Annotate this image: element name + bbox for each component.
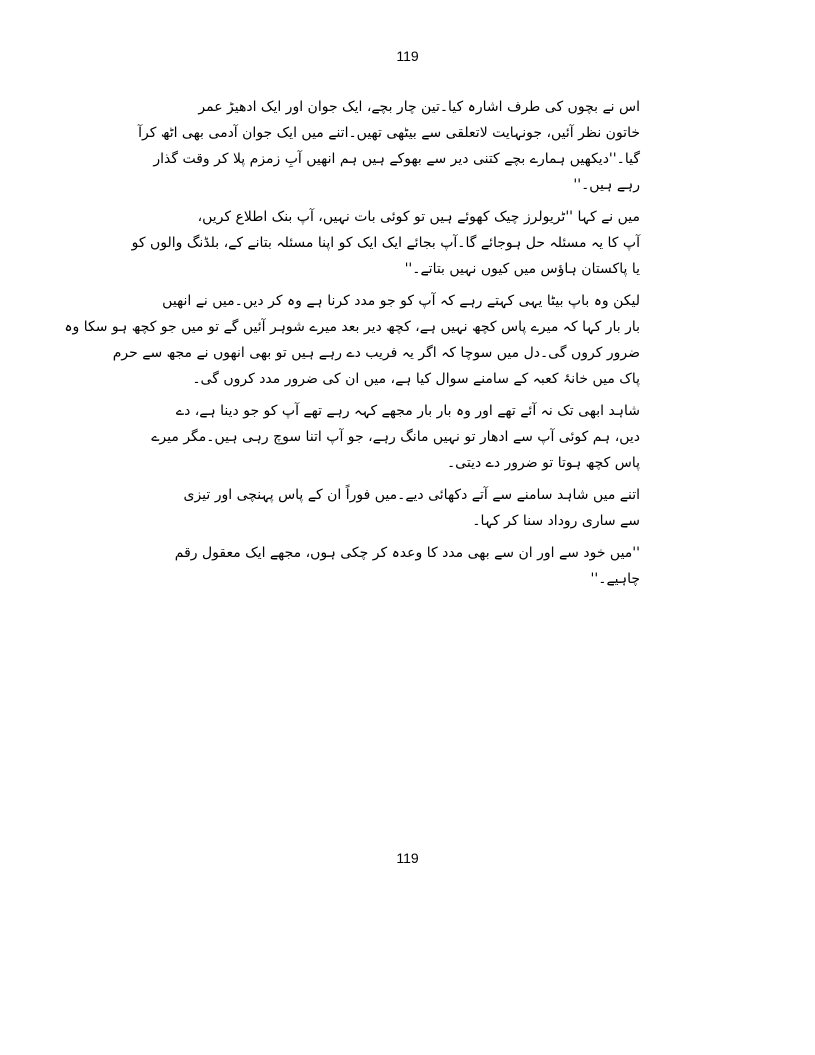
text-line: آپ کا یہ مسئلہ حل ہوجائے گا۔آپ بجائے ایک ایک کو اپنا مسئلہ بتانے کے، بلڈنگ والوں کو	[131, 235, 640, 251]
text-line: بار بار کہا کہ میرے پاس کچھ نہیں ہے، کچھ دیر بعد میرے شوہر آئیں گے تو میں جو کچھ ہو سکا وہ	[64, 319, 640, 335]
text-line: اتنے میں شاہد سامنے سے آتے دکھائی دیے۔میں فوراً ان کے پاس پہنچی اور تیزی	[183, 487, 640, 503]
text-line: گیا۔''دیکھیں ہمارے بچے کتنی دیر سے بھوکے ہیں ہم انھیں آبِ زمزم پلا کر وقت گذار	[153, 151, 640, 167]
paragraph-3	[64, 288, 640, 392]
text-line: پاس کچھ ہوتا تو ضرور دے دیتی۔	[446, 455, 640, 471]
text-line: لیکن وہ باپ بیٹا یہی کہتے رہے کہ آپ کو جو مدد کرنا ہے وہ کر دیں۔میں نے انھیں	[162, 293, 640, 309]
page-number-bottom: 119	[396, 850, 419, 866]
text-line: شاہد ابھی تک نہ آئے تھے اور وہ بار بار مجھے کہہ رہے تھے آپ کو جو دینا ہے، دے	[175, 403, 640, 419]
paragraph-4	[151, 398, 640, 476]
page-number-top: 119	[396, 48, 419, 64]
text-line: میں نے کہا ''ٹریولرز چیک کھوئے ہیں تو کوئی بات نہیں، آپ بنک اطلاع کریں،	[197, 209, 640, 225]
paragraph-6	[174, 540, 640, 592]
text-line: اس نے بچوں کی طرف اشارہ کیا۔تین چار بچے، ایک جوان اور ایک ادھیڑ عمر	[198, 99, 640, 115]
text-line: دیں، ہم کوئی آپ سے ادھار تو نہیں مانگ رہے، جو آپ اتنا سوچ رہی ہیں۔مگر میرے	[151, 429, 640, 445]
text-line: خاتون نظر آئیں، جونہایت لاتعلقی سے بیٹھی تھیں۔اتنے میں ایک جوان آدمی بھی اٹھ کرآ	[138, 125, 640, 141]
text-line: ''میں خود سے اور ان سے بھی مدد کا وعدہ کر چکی ہوں، مجھے ایک معقول رقم	[174, 545, 640, 561]
paragraph-1	[138, 94, 640, 198]
paragraph-5	[183, 482, 640, 534]
text-line: پاک میں خانۂ کعبہ کے سامنے سوال کیا ہے، میں ان کی ضرور مدد کروں گی۔	[192, 371, 640, 387]
text-line: یا پاکستان ہاؤس میں کیوں نہیں بتاتے۔''	[404, 261, 640, 277]
text-line: رہے ہیں۔''	[573, 177, 640, 193]
text-line: سے ساری روداد سنا کر کہا۔	[472, 513, 640, 529]
page-body	[64, 94, 640, 598]
paragraph-2	[131, 204, 640, 282]
text-line: ضرور کروں گی۔دل میں سوچا کہ اگر یہ فریب دے رہے ہیں تو بھی انھوں نے مجھ سے حرم	[112, 345, 640, 361]
text-line: چاہیے۔''	[590, 571, 640, 587]
